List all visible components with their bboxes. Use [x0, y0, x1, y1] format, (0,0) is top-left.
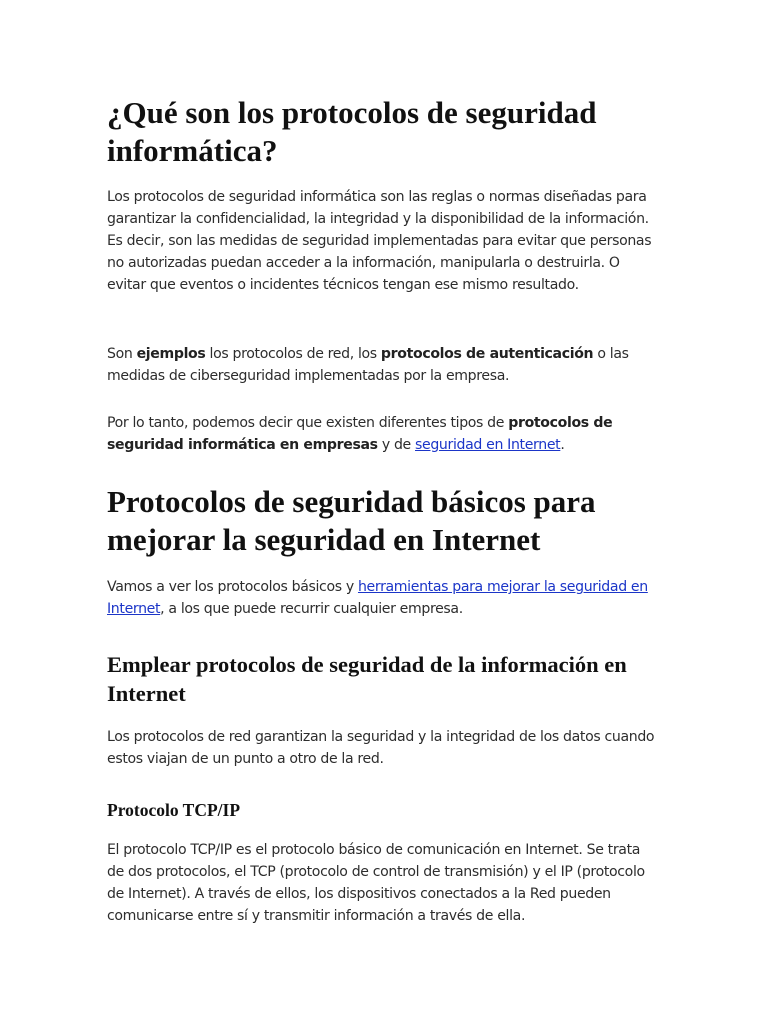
security-tools-link[interactable]: herramientas para mejorar la seguridad en Internet — [107, 579, 648, 617]
tcpip-paragraph: El protocolo TCP/IP es el protocolo básico de comunicación en Internet. Se trata de dos protocolos, el TCP (protocolo de control de transmisión) y el IP (protocolo de Internet). A través de ellos, los dispositivos conectados a la Red pueden comunicarse entre sí y transmitir información a través de ella. — [107, 842, 645, 924]
paragraph-text: los protocolos de red, los — [205, 346, 381, 362]
paragraph-text: o las medidas de ciberseguridad implementadas por la empresa. — [107, 346, 629, 384]
paragraph-text: Vamos a ver los protocolos básicos y — [107, 579, 358, 595]
network-protocols-paragraph: Los protocolos de red garantizan la seguridad y la integridad de los datos cuando estos viajan de un punto a otro de la red. — [107, 729, 655, 767]
bold-text: protocolos de seguridad informática en empresas — [107, 415, 613, 453]
paragraph-text: y de — [377, 437, 416, 453]
paragraph-text: , a los que puede recurrir cualquier empresa. — [160, 601, 463, 617]
main-heading: ¿Qué son los protocolos de seguridad informática? — [107, 95, 597, 168]
paragraph-text: Por lo tanto, podemos decir que existen diferentes tipos de — [107, 415, 509, 431]
types-paragraph — [107, 412, 659, 456]
bold-text: protocolos de autenticación — [380, 346, 594, 362]
paragraph-text: Son — [107, 346, 137, 362]
intro-paragraph: Los protocolos de seguridad informática son las reglas o normas diseñadas para garantizar la confidencialidad, la integridad y la disponibilidad de la información. Es decir, son las medidas de seguridad implementadas para evitar que personas no autorizadas puedan acceder a la información, manipularla o destruirla. O evitar que eventos o incidentes técnicos tengan ese mismo resultado. — [107, 189, 652, 293]
tools-paragraph — [107, 576, 659, 620]
internet-security-link[interactable]: seguridad en Internet — [415, 437, 561, 453]
examples-paragraph — [107, 343, 659, 387]
bold-text: ejemplos — [136, 346, 206, 362]
subsection-heading: Emplear protocolos de seguridad de la información en Internet — [107, 652, 627, 706]
section-heading: Protocolos de seguridad básicos para mejorar la seguridad en Internet — [107, 484, 596, 557]
tcpip-heading: Protocolo TCP/IP — [107, 800, 241, 820]
paragraph-text: . — [560, 437, 565, 453]
